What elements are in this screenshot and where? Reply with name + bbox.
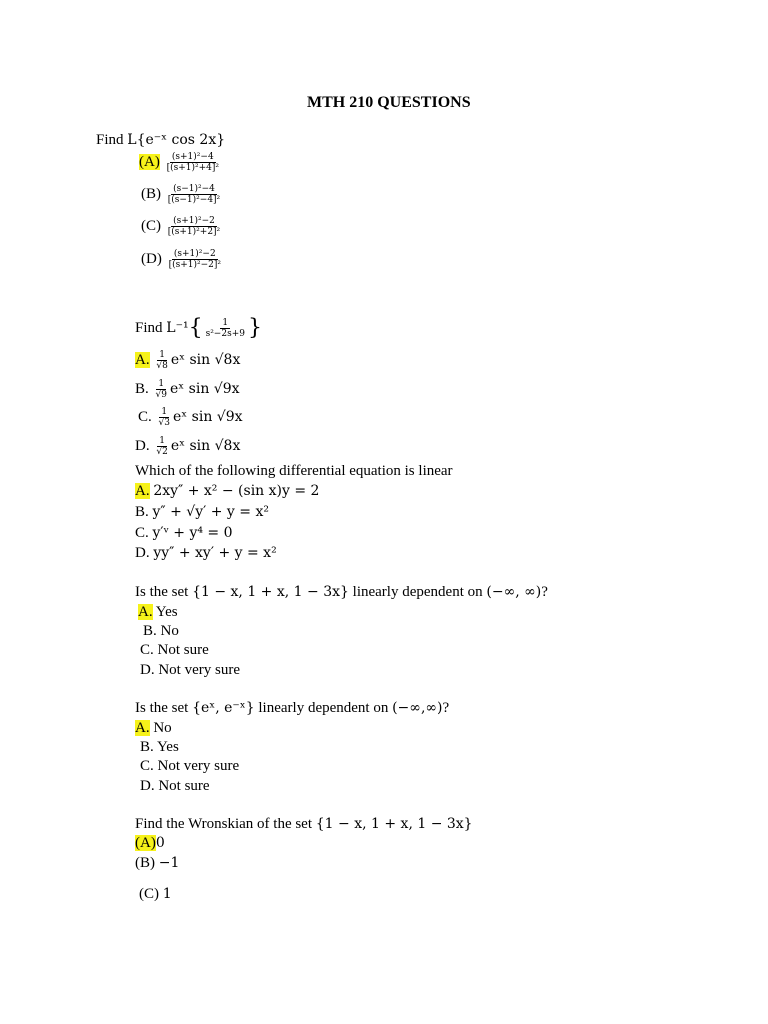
q1-option-a[interactable] [139, 152, 222, 173]
option-label: (B) [141, 185, 161, 202]
fraction-numerator: 1 [161, 407, 168, 417]
fraction-denominator: √2 [156, 447, 168, 457]
prompt-text: Is the set [135, 584, 189, 600]
option-expression: eˣ sin √8x [170, 351, 241, 368]
laplace-expression: L{e⁻ˣ cos 2x} [127, 132, 226, 148]
option-label: (C) [141, 217, 161, 234]
question-1-prompt [96, 131, 225, 149]
q3-option-b[interactable] [135, 503, 269, 521]
q1-option-c[interactable] [141, 216, 223, 237]
question-5-prompt [135, 699, 449, 717]
set-expression: {eˣ, e⁻ˣ} [192, 700, 255, 716]
q3-option-d[interactable] [135, 544, 277, 562]
option-expression: y′ᵛ + y⁴ = 0 [152, 525, 233, 541]
option-expression: yy″ + xy′ + y = x² [153, 545, 277, 561]
option-text: Not sure [157, 642, 209, 658]
option-expression: eˣ sin √9x [172, 408, 243, 425]
q1-option-b[interactable] [141, 184, 223, 205]
q4-option-b[interactable] [143, 622, 179, 640]
option-label: A. [135, 483, 150, 499]
fraction-denominator: √9 [155, 390, 167, 400]
interval-expression: (−∞,∞) [392, 700, 443, 716]
question-6-prompt [135, 815, 473, 833]
option-label: (D) [141, 250, 162, 267]
option-label: D. [140, 778, 155, 794]
q5-option-a[interactable] [135, 719, 172, 737]
inverse-laplace-operator: L⁻¹ [166, 319, 189, 336]
option-text: Not very sure [158, 662, 240, 678]
q6-option-b[interactable] [135, 854, 179, 872]
option-label: B. [135, 504, 149, 520]
option-text: 1 [162, 886, 172, 902]
prompt-text: Find [135, 319, 163, 336]
q1-option-d[interactable] [141, 249, 224, 270]
fraction-numerator: (s+1)²−2 [173, 216, 215, 226]
option-label: (B) [135, 855, 155, 871]
fraction-numerator: (s−1)²−4 [173, 184, 215, 194]
q2-option-c[interactable] [138, 407, 243, 428]
option-label: C. [140, 642, 154, 658]
prompt-text: linearly dependent on [258, 700, 389, 716]
left-brace: { [188, 315, 203, 341]
fraction-numerator: 1 [159, 436, 165, 446]
q2-option-a[interactable] [135, 350, 240, 371]
question-2-prompt [135, 315, 262, 341]
option-expression: eˣ sin √9x [169, 380, 240, 397]
prompt-text: Find [96, 132, 124, 148]
right-brace: } [247, 315, 262, 341]
fraction-denominator: s²−2s+9 [205, 329, 245, 339]
q2-option-b[interactable] [135, 379, 240, 400]
fraction-denominator: [(s+1)²+2]² [167, 227, 221, 237]
option-fraction [166, 216, 222, 237]
option-fraction [167, 249, 223, 270]
prompt-text: Is the set [135, 700, 189, 716]
option-label: D. [135, 437, 150, 454]
q4-option-c[interactable] [140, 641, 209, 659]
q2-option-d[interactable] [135, 436, 240, 457]
option-label: D. [140, 662, 155, 678]
option-text: Not sure [158, 778, 210, 794]
transform-fraction [204, 318, 247, 339]
option-text: No [160, 623, 179, 639]
prompt-text: Find the Wronskian of the set [135, 816, 313, 832]
coefficient-fraction [154, 350, 169, 371]
option-expression: eˣ sin √8x [170, 437, 241, 454]
option-label: (C) [139, 886, 159, 902]
option-text: No [153, 720, 172, 736]
q6-option-a[interactable] [135, 834, 165, 852]
option-label: B. [135, 380, 149, 397]
q4-option-d[interactable] [140, 661, 240, 679]
q5-option-d[interactable] [140, 777, 210, 795]
option-label: A. [138, 604, 153, 620]
option-fraction [166, 184, 222, 205]
interval-expression: (−∞, ∞) [486, 584, 542, 600]
option-label: B. [143, 623, 157, 639]
question-3-prompt: Which of the following differential equation is linear [135, 463, 453, 479]
fraction-numerator: 1 [159, 350, 165, 360]
q3-option-a[interactable] [135, 482, 319, 500]
option-label: (A) [135, 835, 156, 851]
option-label: D. [135, 545, 150, 561]
coefficient-fraction [157, 407, 172, 428]
fraction-denominator: [(s−1)²−4]² [167, 195, 221, 205]
fraction-numerator: 1 [158, 379, 165, 389]
question-4-prompt [135, 583, 548, 601]
option-text: Yes [155, 604, 178, 620]
option-label: B. [140, 739, 154, 755]
q5-option-b[interactable] [140, 738, 179, 756]
option-label: A. [135, 720, 150, 736]
q3-option-c[interactable] [135, 524, 233, 542]
option-text: Not very sure [157, 758, 240, 774]
fraction-denominator: [(s+1)²−2]² [168, 260, 221, 270]
coefficient-fraction [154, 379, 169, 400]
option-label: C. [138, 408, 152, 425]
fraction-denominator: √3 [158, 418, 170, 428]
q6-option-c[interactable] [139, 885, 172, 903]
question-mark: ? [442, 700, 450, 716]
fraction-denominator: √8 [156, 361, 168, 371]
fraction-denominator: [(s+1)²+4]² [166, 163, 219, 173]
option-label: C. [135, 525, 149, 541]
option-label: (A) [139, 153, 160, 170]
coefficient-fraction [154, 436, 169, 457]
prompt-text: linearly dependent on [352, 584, 483, 600]
fraction-numerator: (s+1)²−4 [171, 152, 214, 162]
option-text: −1 [158, 855, 180, 871]
option-fraction [165, 152, 221, 173]
option-label: A. [135, 351, 150, 368]
page-title: MTH 210 QUESTIONS [307, 94, 471, 111]
option-label: C. [140, 758, 154, 774]
q4-option-a[interactable] [138, 603, 178, 621]
question-mark: ? [541, 584, 548, 600]
option-expression: 2xy″ + x² − (sin x)y = 2 [153, 483, 320, 499]
option-expression: y″ + √y′ + y = x² [152, 504, 269, 520]
option-text: Yes [156, 739, 179, 755]
set-expression: {1 − x, 1 + x, 1 − 3x} [192, 584, 349, 600]
fraction-numerator: (s+1)²−2 [173, 249, 216, 259]
fraction-numerator: 1 [222, 318, 229, 328]
q5-option-c[interactable] [140, 757, 239, 775]
option-text: 0 [155, 835, 165, 851]
set-expression: {1 − x, 1 + x, 1 − 3x} [315, 816, 473, 832]
